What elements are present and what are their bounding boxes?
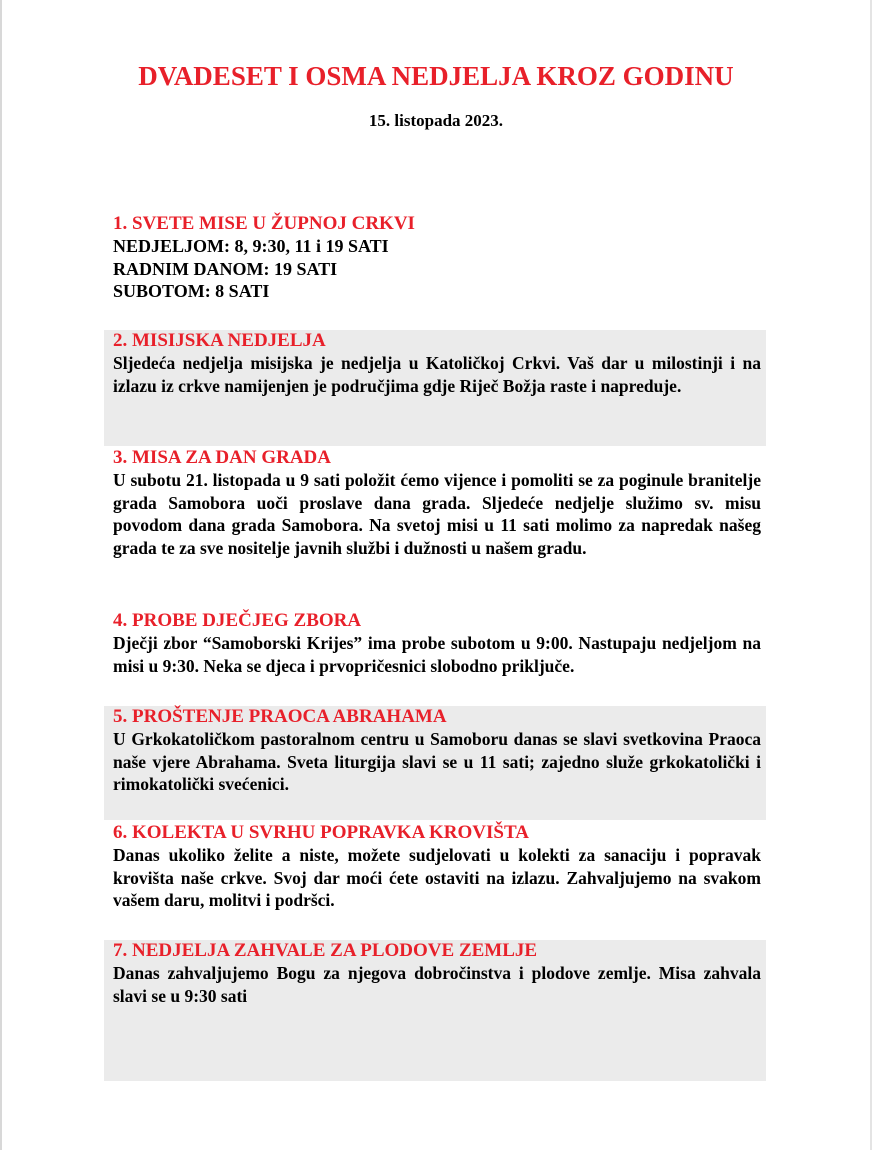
section-holy-masses — [104, 213, 766, 307]
section-heading: 2. MISIJSKA NEDJELJA — [113, 330, 326, 351]
section-city-day-mass — [104, 447, 766, 587]
mass-schedule-weekday: RADNIM DANOM: 19 SATI — [113, 258, 338, 279]
section-heading: 1. SVETE MISE U ŽUPNOJ CRKVI — [113, 213, 415, 234]
section-heading: 4. PROBE DJEČJEG ZBORA — [113, 610, 362, 631]
section-heading: 5. PROŠTENJE PRAOCA ABRAHAMA — [113, 706, 447, 727]
mass-schedule-saturday: SUBOTOM: 8 SATI — [113, 281, 270, 301]
section-body: Sljedeća nedjelja misijska je nedjelja u Katoličkoj Crkvi. Vaš dar u milostinji i na izlazu iz crkve namijenjen je područjima gdje Riječ Božja raste i napreduje. — [113, 353, 761, 396]
section-heading: 7. NEDJELJA ZAHVALE ZA PLODOVE ZEMLJE — [113, 940, 538, 961]
mass-schedule-sunday: NEDJELJOM: 8, 9:30, 11 i 19 SATI — [113, 236, 389, 256]
section-children-choir — [104, 610, 766, 694]
section-heading: 6. KOLEKTA U SVRHU POPRAVKA KROVIŠTA — [113, 822, 529, 843]
section-harvest-thanksgiving — [104, 940, 766, 1081]
section-heading: 3. MISA ZA DAN GRADA — [113, 447, 331, 468]
section-mission-sunday — [104, 330, 766, 446]
page-date: 15. listopada 2023. — [368, 111, 504, 130]
section-body: U subotu 21. listopada u 9 sati položit ćemo vijence i pomoliti se za poginule branitelje grada Samobora uoči proslave dana grada. Sljedeće nedjelje služimo sv. misu povodom dana grada Samobora. Na svetoj misi u 11 sati molimo za napredak našeg grada te za sve nositelje javnih službi i dužnosti u našem gradu. — [113, 470, 761, 558]
section-body: Dječji zbor “Samoborski Krijes” ima probe subotom u 9:00. Nastupaju nedjeljom na misi u 9:30. Neka se djeca i prvopričesnici slobodno priključe. — [113, 633, 761, 676]
section-body: Danas zahvaljujemo Bogu za njegova dobročinstva i plodove zemlje. Misa zahvala slavi se u 9:30 sati — [113, 963, 761, 1006]
section-body: U Grkokatoličkom pastoralnom centru u Samoboru danas se slavi svetkovina Praoca naše vjere Abrahama. Sveta liturgija slavi se u 11 sati; zajedno služe grkokatolički i rimokatolički svećenici. — [113, 729, 761, 794]
section-roof-collection — [104, 822, 766, 918]
section-body: Danas ukoliko želite a niste, možete sudjelovati u kolekti za sanaciju i popravak krovišta naše crkve. Svoj dar moći ćete ostaviti na izlazu. Zahvaljujemo na svakom vašem daru, molitvi i podršci. — [113, 845, 761, 910]
page-title: DVADESET I OSMA NEDJELJA KROZ GODINU — [138, 61, 734, 91]
page-left-edge — [0, 0, 2, 1150]
section-abraham-feast — [104, 706, 766, 820]
